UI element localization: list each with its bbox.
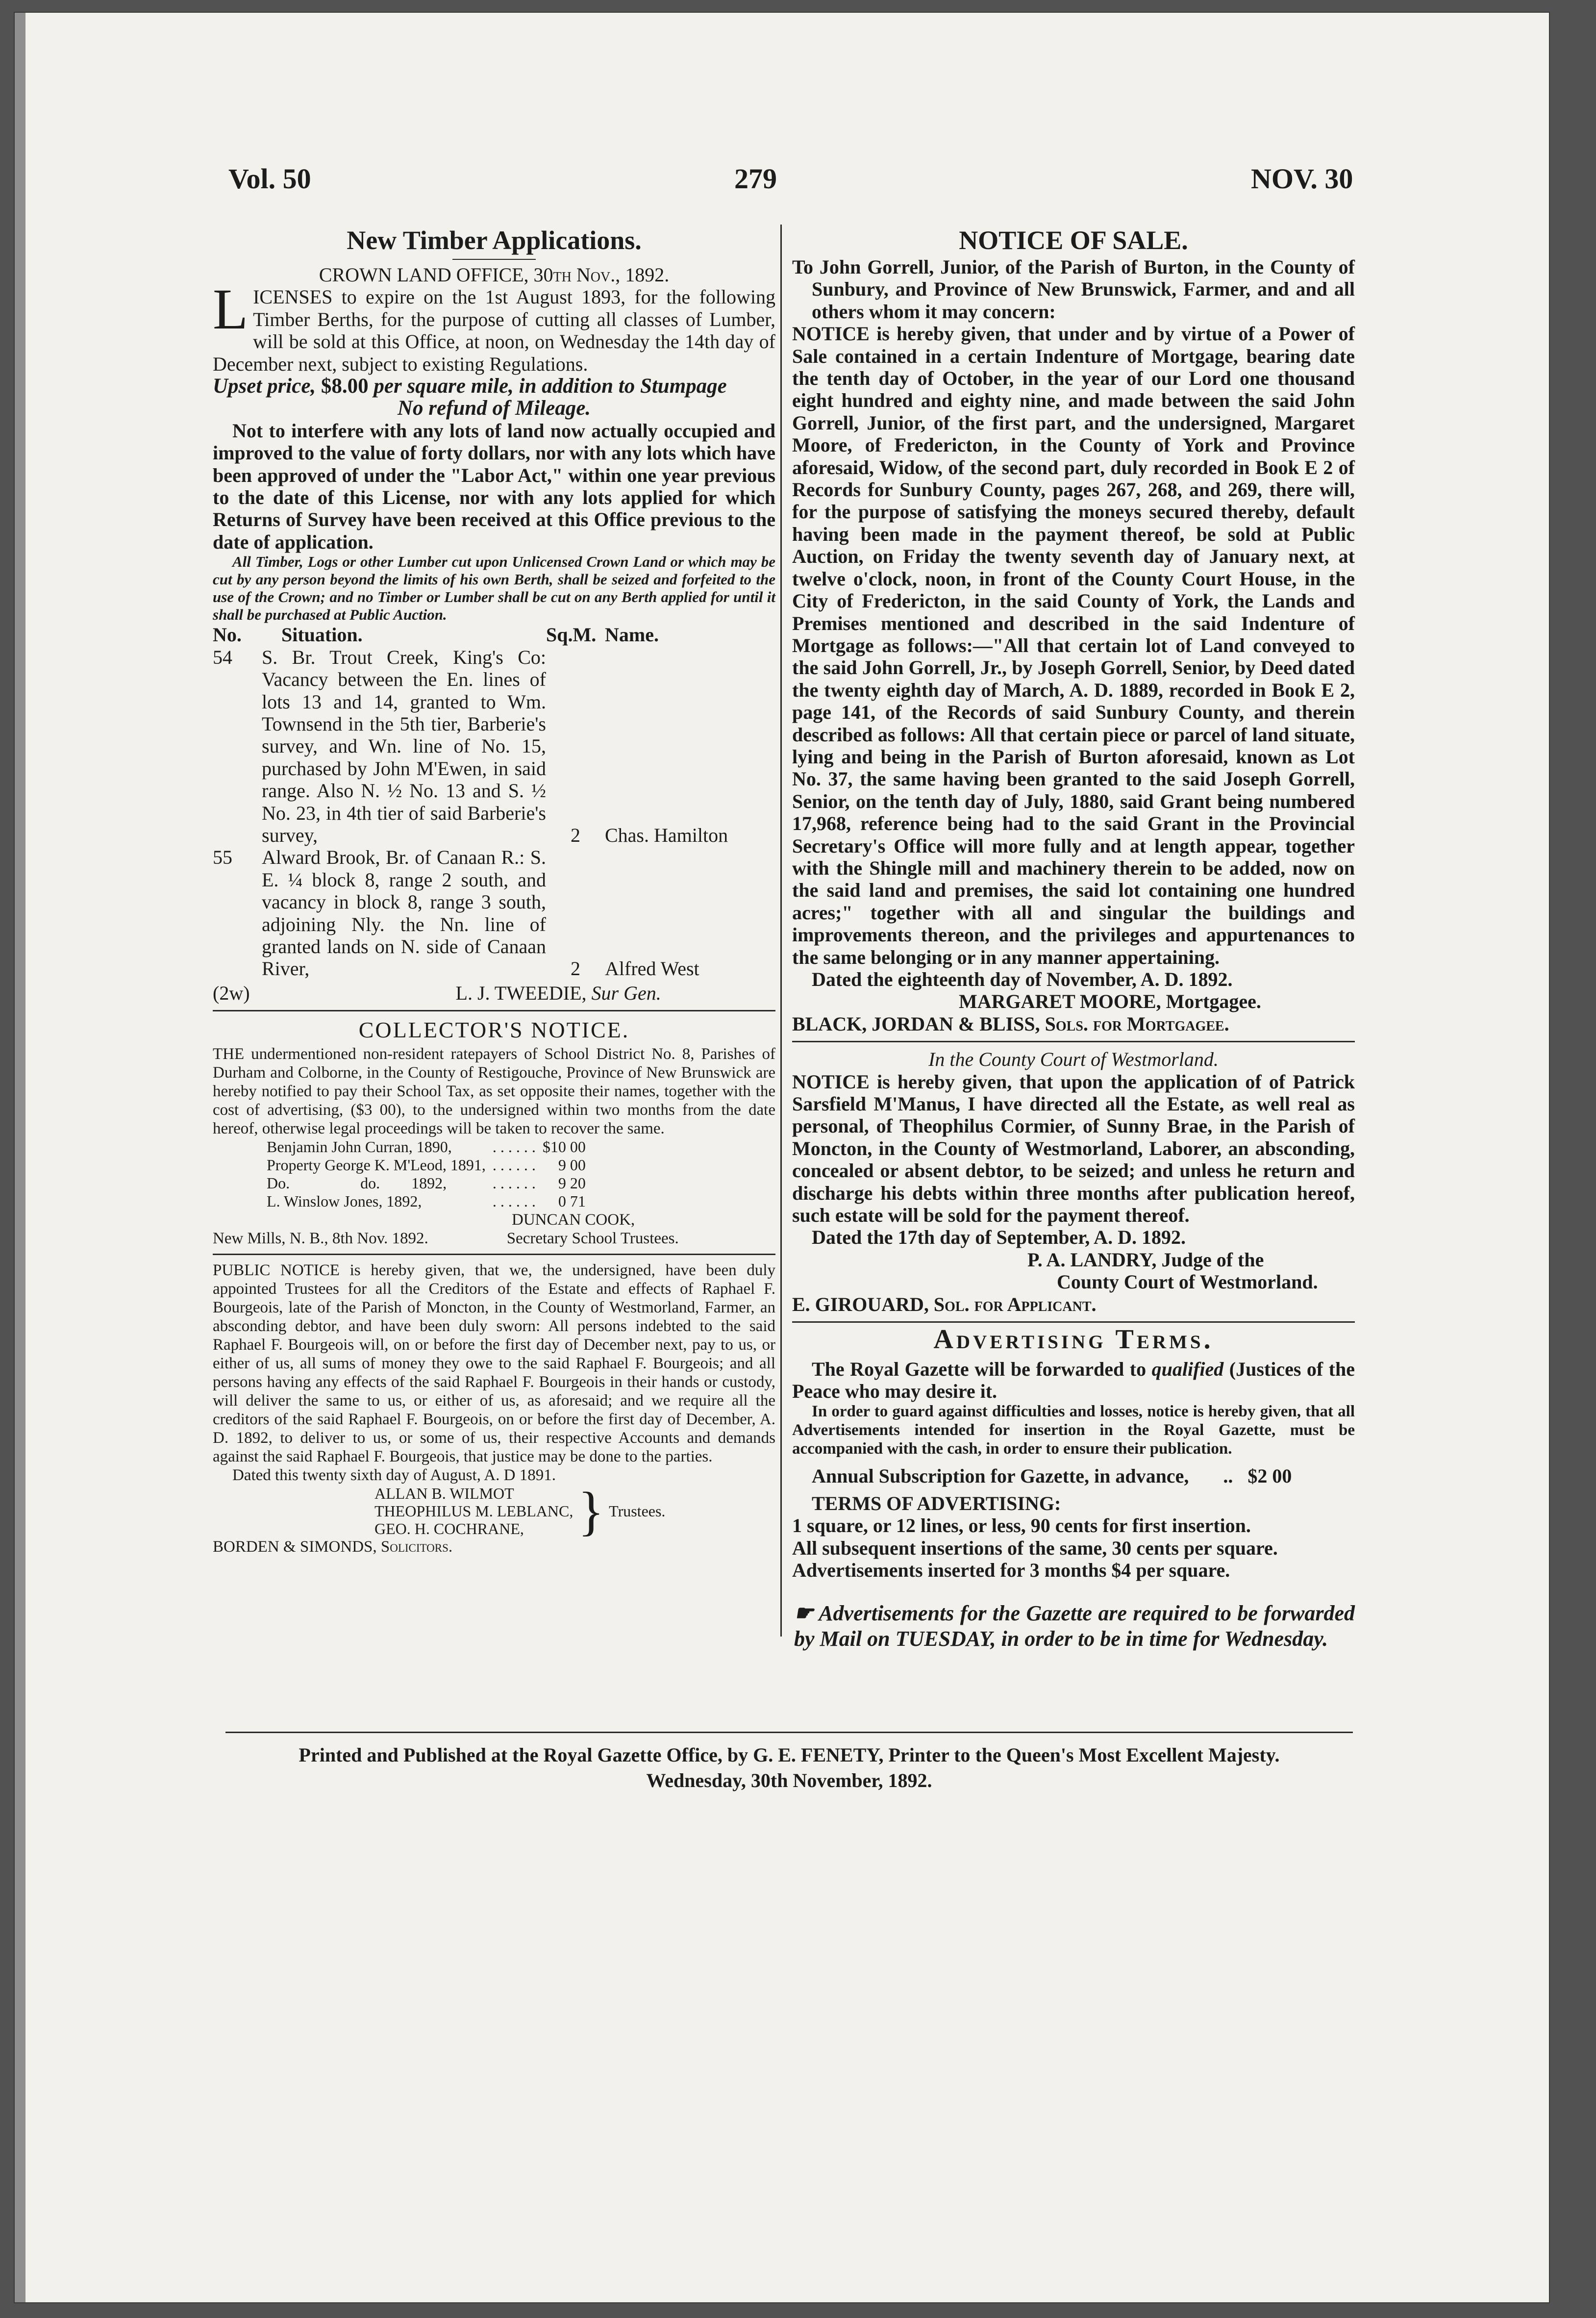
sale-address: To John Gorrell, Junior, of the Parish of Burton, in the County of Sunbury, and Province of New Brunswick, Farmer, and and all others whom it may concern:: [792, 256, 1355, 323]
drop-cap-letter: L: [213, 277, 249, 342]
term-line: Advertisements inserted for 3 months $4 per square.: [792, 1559, 1230, 1581]
imprint-footer: [225, 1742, 1353, 1793]
collectors-notice: [213, 1017, 775, 1248]
table-row: L. Winslow Jones, 1892, . . . . . . 0 71: [267, 1192, 586, 1210]
court-title: In the County Court of Westmorland.: [928, 1048, 1219, 1071]
public-notice-dated: Dated this twenty sixth day of August, A. D 1891.: [232, 1466, 556, 1485]
gazette-page: [15, 13, 1549, 2302]
sale-signer: MARGARET MOORE, Mortgagee.: [959, 990, 1261, 1013]
berths-table: [213, 624, 775, 980]
tax-table: [267, 1138, 593, 1210]
sale-body: NOTICE is hereby given, that under and by virtue of a Power of Sale contained in a certain Indenture of Mortgage, bearing date the tenth day of October, in the year of our Lord one thousand eight hundred and eighty nine, and made between the said John Gorrell, Junior, of the first part, and the undersigned, Margaret Moore, of Fredericton, in the County of York and Province aforesaid, Widow, of the second part, duly recorded in Book E 2 of Records for Sunbury County, pages 267, 268, and 269, there will, for the purpose of satisfying the moneys secured thereby, default having been made in the payment thereof, be sold at Public Auction, on Friday the twenty seventh day of January next, at twelve o'clock, noon, in front of the County Court House, in the City of Fredericton, in the said County of York, the Lands and Premises mentioned and described in the said Indenture of Mortgage as follows:—"All that certain lot of Land conveyed to the said John Gorrell, Jr., by Joseph Gorrell, Senior, by Deed dated the twenty eighth day of March, A. D. 1889, recorded in Book E 2, page 141, of the Records of said Sunbury County, and therein described as follows: All that certain piece or parcel of land situate, lying and being in the Parish of Burton aforesaid, known as Lot No. 37, the same having been granted to the said Joseph Gorrell, Senior, on the tenth day of July, 1880, said Grant being numbered 17,968, reference being had to the said Grant in the Provincial Secretary's Office will more fully and at length appear, together with the Shingle mill and machinery therein to be added, now on the said land and premises, the said lot containing one hundred acres;" together with all and singular the buildings and improvements thereon, and the privileges and appurtenances to the same belonging or in any manner appertaining.: [792, 323, 1355, 968]
table-row: Benjamin John Curran, 1890, . . . . . . $10 00: [267, 1138, 586, 1156]
imprint-line: Printed and Published at the Royal Gazette Office, by G. E. FENETY, Printer to the Queen's Most Excellent Majesty.: [299, 1744, 1280, 1766]
table-row: Do. do. 1892, . . . . . . 9 20: [267, 1174, 586, 1192]
court-body: NOTICE is hereby given, that upon the application of of Patrick Sarsfield M'Manus, I have directed all the Estate, as well real as personal, of Theophilus Cormier, of Sunny Brae, in the Parish of Moncton, in the County of Westmorland, Laborer, an absconding, concealed or absent debtor, to be seized; and unless he return and discharge his debts within three months after publication hereof, such estate will be sold for the payment thereof.: [792, 1070, 1355, 1227]
table-row: 54 S. Br. Trout Creek, King's Co: Vacancy between the En. lines of lots 13 and 14, granted to Wm. Townsend in the 5th tier, Barberie's survey, and Wn. line of No. 15, purchased by John M'Ewen, in said range. Also N. ½ No. 13 and S. ½ No. 23, in 4th tier of said Barberie's survey, 2 Chas. Hamilton: [213, 646, 728, 846]
trustees-list: ALLAN B. WILMOT THEOPHILUS M. LEBLANC, GEO. H. COCHRANE, } Trustees.: [374, 1481, 666, 1541]
timber-signature: (2w) L. J. TWEEDIE, Sur Gen.: [213, 982, 661, 1004]
annual-subscription: Annual Subscription for Gazette, in advance, .. $2 00: [812, 1465, 1292, 1487]
sale-dated: Dated the eighteenth day of November, A. D. 1892.: [812, 968, 1233, 990]
sale-title: NOTICE OF SALE.: [959, 226, 1188, 255]
left-column: [213, 225, 775, 1556]
public-notice-body: PUBLIC NOTICE is hereby given, that we, the undersigned, have been duly appointed Trustees for all the Creditors of the Estate and effects of Raphael F. Bourgeois, late of the Parish of Moncton, in the County of Westmorland, Farmer, an absconding debtor, and have been duly sworn: All persons indebted to the said Raphael F. Bourgeois will, on or before the first day of December next, pay to us, or either of us, all sums of money they owe to the said Raphael F. Bourgeois; and all persons having any effects of the said Raphael F. Bourgeois in their hands or custody, will deliver the same to us, or either of us, as aforesaid; and we require all the creditors of the said Raphael F. Bourgeois, on or before the first day of December, A. D. 1892, to deliver to us, or some of us, their respective Accounts and demands against the said Raphael F. Bourgeois, that justice may be done to the parties.: [213, 1261, 775, 1466]
seizure-warning: All Timber, Logs or other Lumber cut upon Unlicensed Crown Land or which may be cut by any person beyond the limits of his own Berth, shall be seized and forfeited to the use of the Crown; and no Timber or Lumber shall be cut on any Berth applied for until it shall be purchased at Public Auction.: [213, 553, 775, 624]
timber-intro: LICENSES to expire on the 1st August 1893, for the following Timber Berths, for the purpose of cutting all classes of Lumber, will be sold at this Office, at noon, on Wednesday the 14th day of December next, subject to existing Regulations.: [213, 277, 775, 375]
column-divider: [780, 225, 782, 1637]
table-row: Property George K. M'Leod, 1891, . . . . . . 9 00: [267, 1156, 586, 1174]
terms-label: TERMS OF ADVERTISING:: [812, 1492, 1061, 1514]
imprint-date: Wednesday, 30th November, 1892.: [646, 1769, 932, 1791]
collector-body: THE undermentioned non-resident ratepayers of School District No. 8, Parishes of Durham and Colborne, in the County of Restigouche, Province of New Brunswick are hereby notified to pay their School Tax, as set opposite their names, together with the cost of advertising, ($3 00), to the undersigned within two months from the date hereof, otherwise legal proceedings will be taken to recover the same.: [213, 1045, 775, 1138]
term-line: 1 square, or 12 lines, or less, 90 cents for first insertion.: [792, 1514, 1251, 1537]
berths-header-row: No. Situation. Sq.M. Name.: [213, 624, 659, 646]
timber-title: New Timber Applications.: [347, 226, 642, 255]
county-court-notice: [792, 1048, 1355, 1315]
sale-solicitors: BLACK, JORDAN & BLISS, Sols. for Mortgagee.: [792, 1012, 1229, 1035]
table-row: 55 Alward Brook, Br. of Canaan R.: S. E. ¼ block 8, range 2 south, and vacancy in block 8, range 3 south, adjoining Nly. the Nn. line of granted lands on N. side of Canaan River, 2 Alfred West: [213, 846, 699, 980]
notice-of-sale: [792, 225, 1355, 1035]
advertising-title: Advertising Terms.: [933, 1324, 1214, 1355]
mail-notice: ☛ Advertisements for the Gazette are required to be forwarded by Mail on TUESDAY, in order to be in time for Wednesday.: [794, 1601, 1355, 1651]
right-column: [792, 225, 1355, 1652]
gazette-forwarding: The Royal Gazette will be forwarded to qualified (Justices of the Peace who may desire it.: [792, 1358, 1355, 1402]
collector-title: COLLECTOR'S NOTICE.: [358, 1017, 630, 1043]
trustees-public-notice: [213, 1261, 775, 1556]
footer-rule: [225, 1732, 1353, 1733]
pointing-hand-icon: ☛: [794, 1601, 819, 1626]
court-dated: Dated the 17th day of September, A. D. 1892.: [812, 1226, 1186, 1249]
page-number: 279: [734, 163, 777, 195]
upset-price: Upset price, $8.00 per square mile, in addition to Stumpage: [213, 375, 727, 398]
term-line: All subsequent insertions of the same, 30 cents per square.: [792, 1537, 1278, 1559]
brace-glyph: }: [578, 1481, 604, 1541]
crown-land-office: CROWN LAND OFFICE, 30th Nov., 1892.: [319, 264, 670, 286]
cash-notice: In order to guard against difficulties and losses, notice is hereby given, that all Advertisements intended for insertion in the Royal Gazette, must be accompanied with the cash, in order to ensure their publication.: [792, 1403, 1355, 1458]
court-signer: P. A. LANDRY, Judge of the: [1027, 1248, 1264, 1271]
timber-applications: [213, 225, 775, 1004]
court-signer-title: County Court of Westmorland.: [1057, 1271, 1318, 1293]
interfere-clause: Not to interfere with any lots of land now actually occupied and improved to the value of forty dollars, nor with any lots which have been approved of under the "Labor Act," within one year previous to the date of this License, nor with any lots applied for which Returns of Survey have been received at this Office previous to the date of application.: [213, 419, 775, 553]
collector-place-date: New Mills, N. B., 8th Nov. 1892. Secretary School Trustees.: [213, 1230, 679, 1248]
no-refund: No refund of Mileage.: [397, 397, 591, 420]
court-solicitor: E. GIROUARD, Sol. for Applicant.: [792, 1293, 1097, 1315]
collector-signer: DUNCAN COOK,: [512, 1211, 635, 1229]
public-notice-solicitors: BORDEN & SIMONDS, Solicitors.: [213, 1538, 453, 1556]
issue-date: NOV. 30: [1251, 163, 1353, 195]
volume-number: Vol. 50: [228, 163, 311, 195]
advertising-terms: [792, 1324, 1355, 1652]
scan-edge: [15, 13, 25, 2302]
